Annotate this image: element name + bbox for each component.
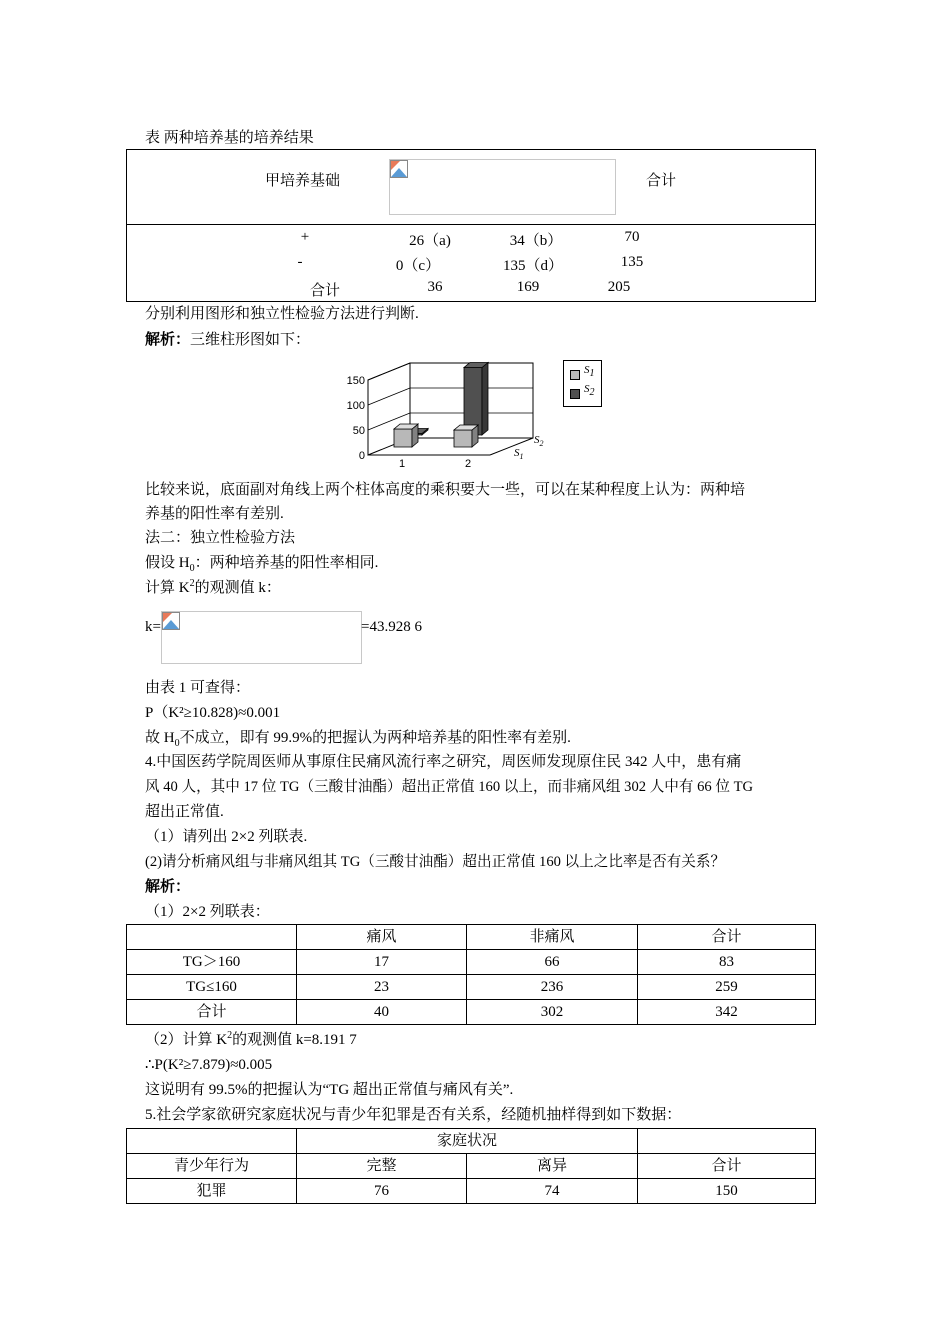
table2-cell: 236 (467, 975, 638, 1000)
legend-swatch-s1 (570, 370, 580, 380)
jiexi2-label: 解析： (145, 879, 191, 895)
table3-blank-cell (127, 1129, 297, 1154)
k-formula-image-placeholder (161, 611, 362, 664)
calc-prefix: 计算 K (145, 580, 190, 596)
table1-row1-label: + (300, 229, 310, 245)
table1-row2-a: 0（c） (395, 258, 441, 274)
table1-row2-total: 135 (620, 254, 644, 270)
bar-front-face (454, 430, 472, 447)
table1-header-right: 合计 (646, 173, 677, 189)
prob2: ∴P(K²≥7.879)≈0.005 (145, 1057, 273, 1073)
para-compare-line1: 比较来说，底面副对角线上两个柱体高度的乘积要大一些，可以在某种程度上认为：两种培 (145, 482, 746, 498)
table2-cell: 合计 (127, 1000, 297, 1025)
bar-front-face (394, 429, 412, 447)
hypo-suffix: ：两种培养基的阳性率相同. (194, 555, 379, 571)
depth-label-s2: $S_2$ (534, 434, 544, 448)
ans4-2-prefix: （2）计算 K (145, 1032, 228, 1048)
k-prefix: k= (145, 619, 161, 635)
table2-cell: 302 (467, 1000, 638, 1025)
table2-cell: 342 (638, 1000, 816, 1025)
y-tick-label: 50 (352, 425, 365, 437)
q4-sub2: (2)请分析痛风组与非痛风组其 TG（三酸甘油酯）超出正常值 160 以上之比率是否有关系？ (145, 854, 726, 870)
y-tick-label: 0 (358, 450, 365, 462)
table3-header-cell: 完整 (297, 1154, 467, 1179)
table1-row3-a: 36 (427, 279, 443, 295)
table3-header-cell: 合计 (638, 1154, 816, 1179)
broken-image-icon (390, 160, 408, 178)
bar-side-face (482, 363, 488, 436)
ans4-2-sup: 2 (227, 1030, 233, 1041)
prob1: P（K²≥10.828)≈0.001 (145, 705, 281, 721)
table2-cell: 40 (297, 1000, 467, 1025)
q4-sub1: （1）请列出 2×2 列联表. (145, 829, 308, 845)
q4-line2: 风 40 人，其中 17 位 TG（三酸甘油酯）超出正常值 160 以上，而非痛风组 302 人中有 66 位 TG (145, 779, 754, 795)
lookup: 由表 1 可查得： (145, 680, 251, 696)
legend-label-s2: $S_2$ (584, 383, 595, 399)
depth-label-s1: $S_1$ (514, 447, 524, 461)
table1-row1-a: 26（a) (409, 233, 451, 249)
method2: 法二：独立性检验方法 (145, 530, 296, 546)
para-compare-line2: 养基的阳性率有差别. (145, 506, 284, 522)
ans4-2 (145, 1030, 357, 1050)
table3-group-header: 家庭状况 (297, 1129, 638, 1154)
q4-line3: 超出正常值. (145, 804, 224, 820)
bar-s2-2 (464, 363, 488, 436)
table2-cell: 17 (297, 950, 467, 975)
x-tick-1: 1 (398, 458, 406, 470)
table2-cell: 259 (638, 975, 816, 1000)
calc-k (145, 578, 281, 598)
hypothesis (145, 553, 378, 573)
conclusion1 (145, 728, 571, 748)
table3-header-row (127, 1154, 816, 1179)
legend-swatch-s2 (570, 389, 580, 399)
conclusion2: 这说明有 99.5%的把握认为“TG 超出正常值与痛风有关”. (145, 1082, 514, 1098)
table3-group-row (127, 1129, 816, 1154)
y-tick-label: 150 (346, 375, 365, 387)
table1-row3-total: 205 (607, 279, 631, 295)
table2 (126, 924, 816, 1025)
table1-row1-b: 34（b） (509, 233, 563, 249)
bar-s1-2 (454, 425, 478, 447)
table3-cell: 犯罪 (127, 1179, 297, 1204)
table1-row3-b: 169 (516, 279, 540, 295)
concl-suffix: 不成立，即有 99.9%的把握认为两种培养基的阳性率有差别. (179, 730, 571, 746)
table1-header-left: 甲培养基础 (265, 173, 341, 189)
table1-row2-label: - (297, 254, 303, 270)
table2-header-cell: 非痛风 (467, 925, 638, 950)
concl-prefix: 故 H (145, 730, 175, 746)
calc-suffix: 的观测值 k： (194, 580, 281, 596)
chart-back-wall (368, 363, 533, 455)
table-row (127, 1000, 816, 1025)
broken-image-icon (162, 612, 180, 630)
ans4-1: （1）2×2 列联表： (145, 904, 270, 920)
table2-header-cell: 合计 (638, 925, 816, 950)
bar-s1-1 (394, 424, 418, 447)
table2-cell: 66 (467, 950, 638, 975)
concl-sub: 0 (174, 738, 180, 749)
table-row (127, 975, 816, 1000)
table2-cell: 23 (297, 975, 467, 1000)
table-row (127, 1179, 816, 1204)
table1-caption: 表 两种培养基的培养结果 (145, 130, 314, 146)
calc-sup: 2 (189, 578, 195, 589)
table2-header-cell: 痛风 (297, 925, 467, 950)
table1-row3-label: 合计 (309, 283, 340, 299)
table3-header-cell: 青少年行为 (127, 1154, 297, 1179)
table3 (126, 1128, 816, 1204)
q5: 5.社会学家欲研究家庭状况与青少年犯罪是否有关系，经随机抽样得到如下数据： (145, 1107, 682, 1123)
table1-row2-b: 135（d） (502, 258, 563, 274)
table2-header-cell (127, 925, 297, 950)
q4-line1: 4.中国医药学院周医师从事原住民痛风流行率之研究，周医师发现原住民 342 人中，患有痛 (145, 754, 742, 770)
jiexi1 (145, 330, 310, 350)
x-tick-2: 2 (464, 458, 472, 470)
y-tick-label: 100 (346, 400, 365, 412)
table1-header-image-placeholder (389, 159, 616, 215)
hypo-prefix: 假设 H (145, 555, 190, 571)
table2-header-row (127, 925, 816, 950)
hypo-sub: 0 (189, 563, 195, 574)
legend-label-s1: $S_1$ (584, 364, 595, 380)
table3-cell: 76 (297, 1179, 467, 1204)
jiexi1-text: 三维柱形图如下： (190, 332, 311, 348)
ans4-2-suffix: 的观测值 k=8.191 7 (232, 1032, 357, 1048)
jiexi1-label: 解析： (145, 332, 191, 348)
table3-cell: 150 (638, 1179, 816, 1204)
table3-blank-cell (638, 1129, 816, 1154)
table3-cell: 74 (467, 1179, 638, 1204)
table2-cell: TG＞160 (127, 950, 297, 975)
text-judge: 分别利用图形和独立性检验方法进行判断. (145, 306, 419, 322)
chart-legend (563, 360, 602, 407)
chart-y-tick-labels (347, 375, 365, 462)
table2-cell: TG≤160 (127, 975, 297, 1000)
table1-divider (126, 224, 816, 225)
k-value: =43.928 6 (361, 619, 422, 635)
table3-header-cell: 离异 (467, 1154, 638, 1179)
table2-cell: 83 (638, 950, 816, 975)
table-row (127, 950, 816, 975)
table1-row1-total: 70 (624, 229, 640, 245)
